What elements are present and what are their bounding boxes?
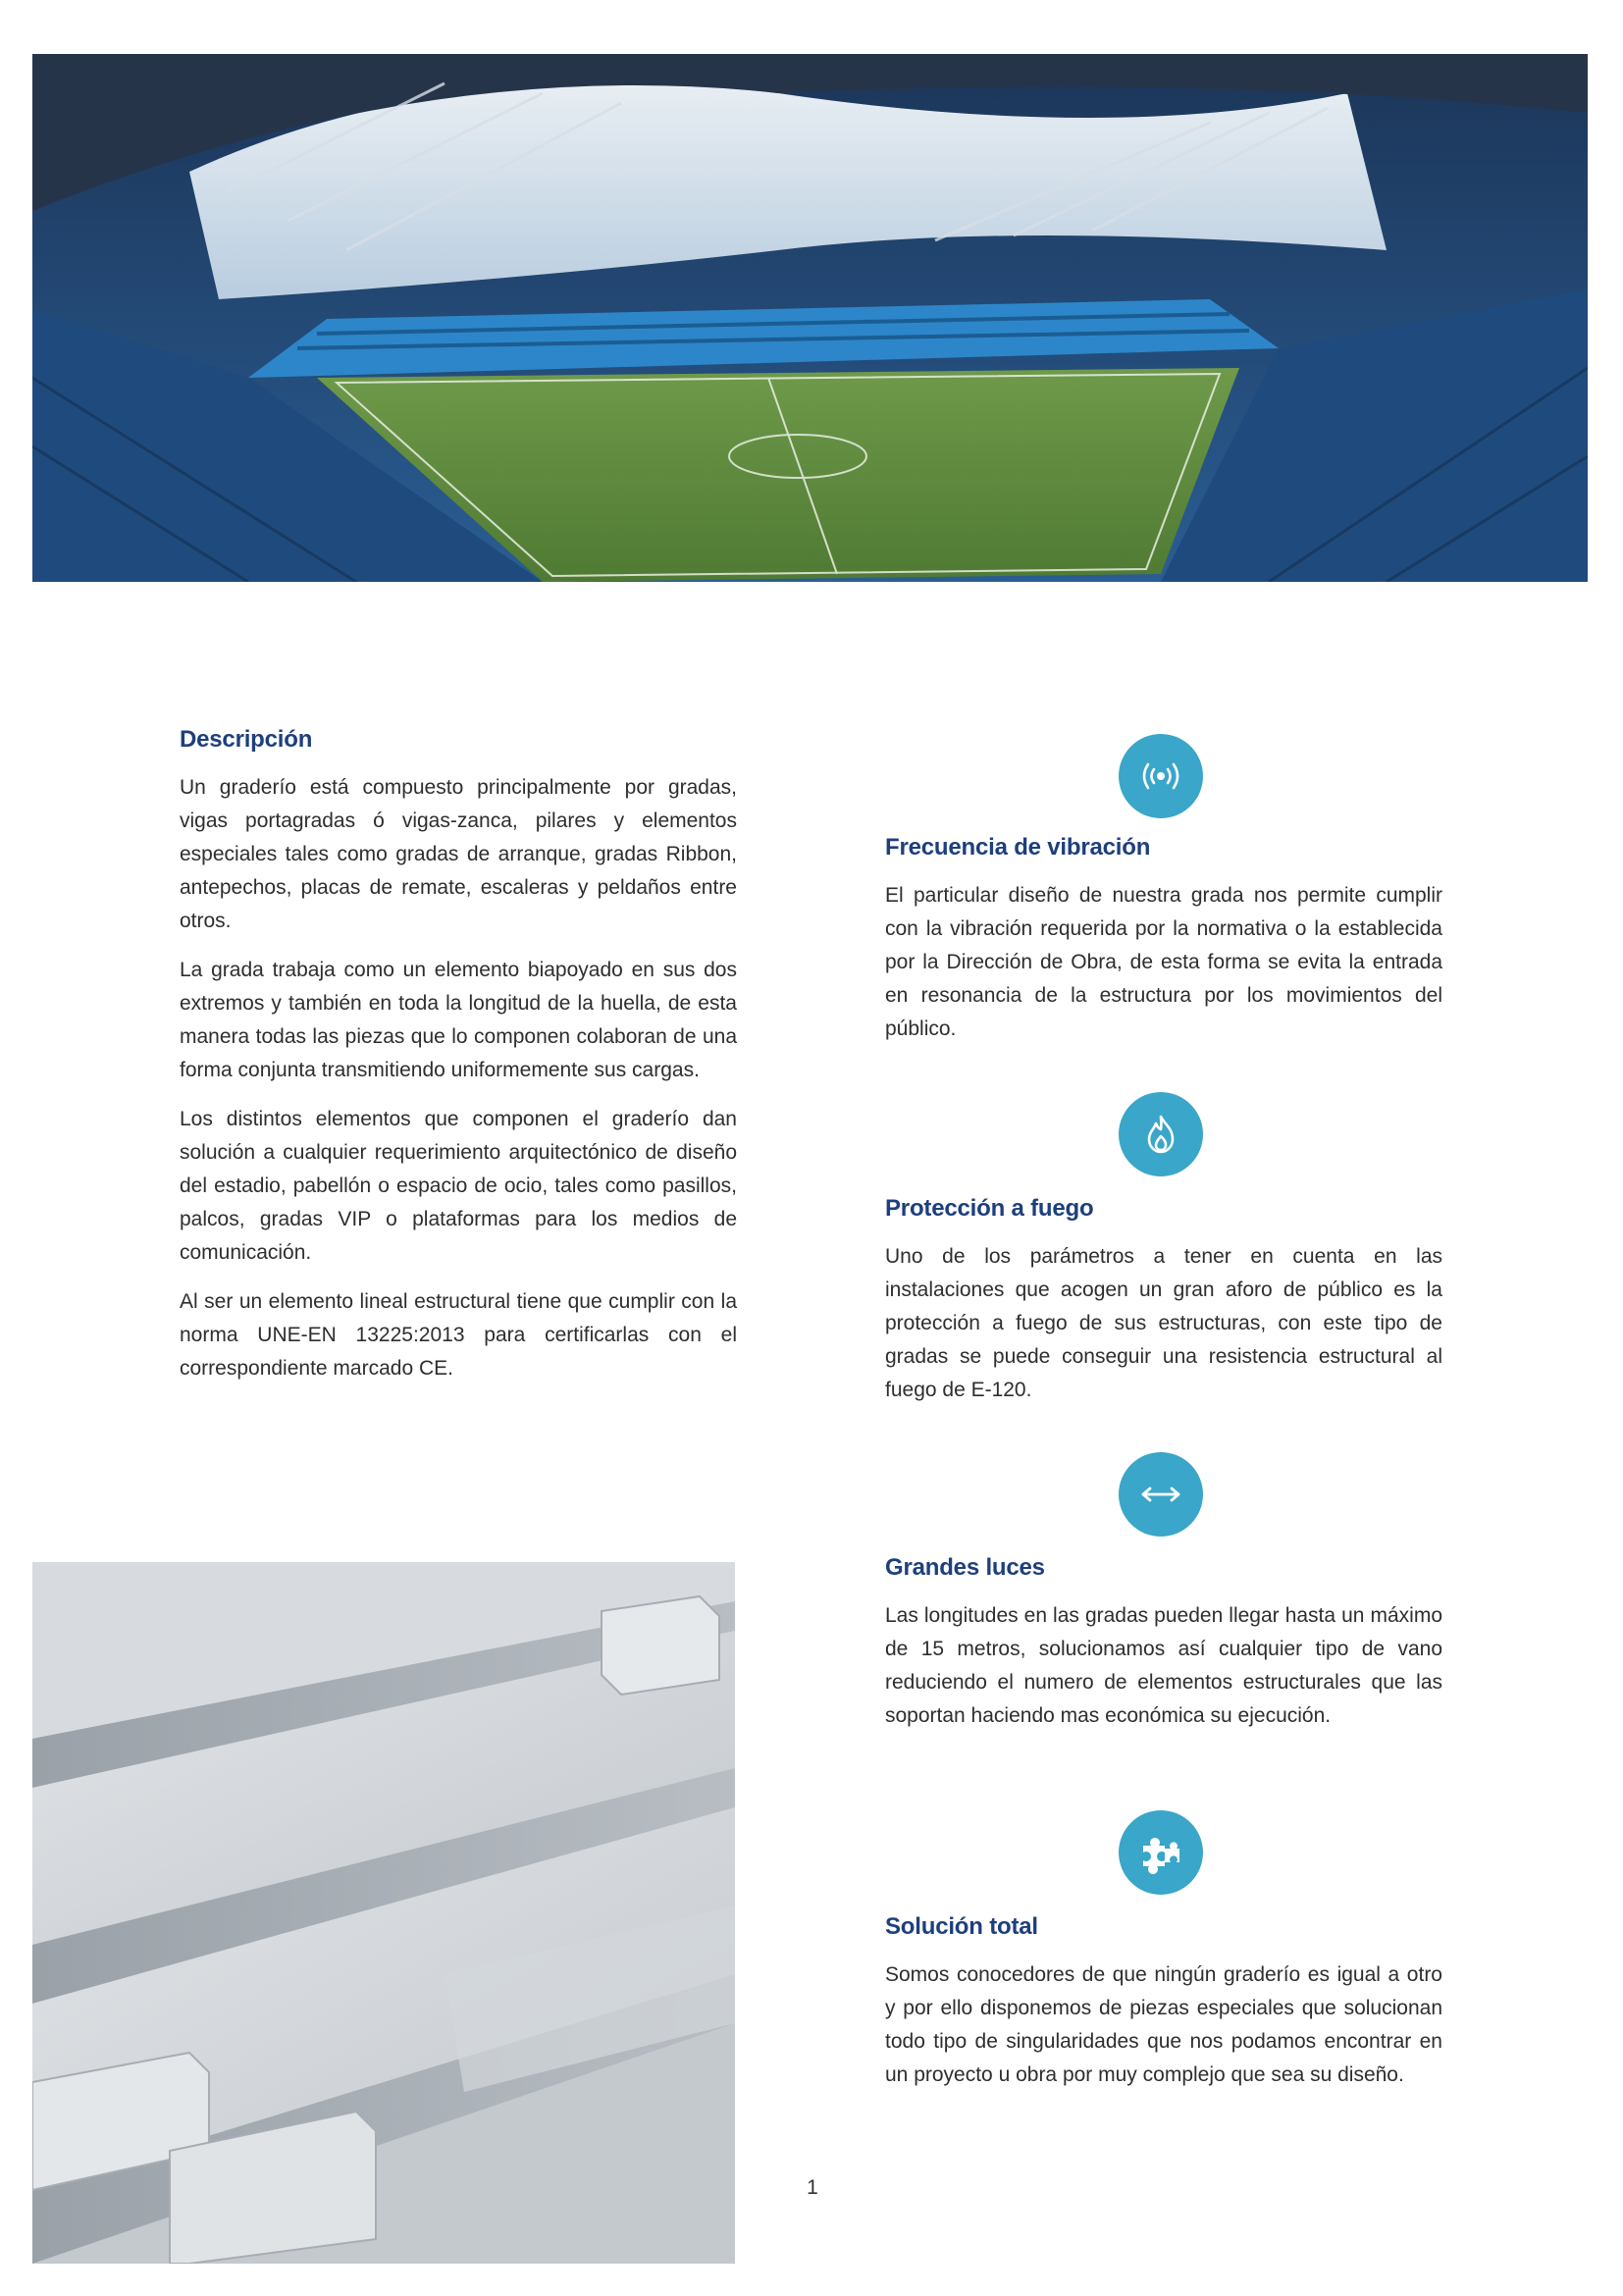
- feature-total-solution: [885, 1913, 1442, 2108]
- feature-fire-protection: [885, 1195, 1442, 1423]
- vibration-icon: [1119, 734, 1203, 818]
- concrete-steps-photo: [32, 1562, 735, 2264]
- description-paragraph-1: Un graderío está compuesto principalmente por gradas, vigas portagradas ó vigas-zanca, pilares y elementos especiales tales como gradas de arranque, gradas Ribbon, antepechos, placas de remate, escaleras y peldaños entre otros.: [180, 776, 737, 932]
- page-number: 1: [807, 2176, 818, 2199]
- feature-spans-title: Grandes luces: [885, 1554, 1045, 1581]
- double-arrow-icon: [1119, 1452, 1203, 1537]
- description-paragraph-2: La grada trabaja como un elemento biapoyado en sus dos extremos y también en toda la longitud de la huella, de esta manera todas las piezas que lo componen colaboran de una forma conjunta transmitiendo uniformemente sus cargas.: [180, 959, 737, 1081]
- feature-vibration: [885, 834, 1442, 1062]
- feature-fire-title: Protección a fuego: [885, 1195, 1094, 1222]
- feature-solution-title: Solución total: [885, 1913, 1038, 1940]
- flame-icon: [1119, 1092, 1203, 1176]
- feature-vibration-title: Frecuencia de vibración: [885, 834, 1151, 861]
- description-section: [180, 726, 737, 1401]
- description-paragraph-3: Los distintos elementos que componen el graderío dan solución a cualquier requerimiento arquitectónico de diseño del estadio, pabellón o espacio de ocio, tales como pasillos, palcos, gradas VIP o plataformas para los medios de comunicación.: [180, 1108, 737, 1264]
- feature-spans-text: Las longitudes en las gradas pueden llegar hasta un máximo de 15 metros, solucionamos así cualquier tipo de vano reduciendo el numero de elementos estructurales que las soportan haciendo mas económica su ejecución.: [885, 1604, 1442, 1727]
- stadium-photo: [32, 54, 1588, 582]
- feature-fire-text: Uno de los parámetros a tener en cuenta en las instalaciones que acogen un gran aforo de público es la protección a fuego de sus estructuras, con este tipo de gradas se puede conseguir una resistencia estructural al fuego de E-120.: [885, 1245, 1442, 1401]
- feature-vibration-text: El particular diseño de nuestra grada nos permite cumplir con la vibración requerida por la normativa o la establecida por la Dirección de Obra, de esta forma se evita la entrada en resonancia de la estructura por los movimientos del público.: [885, 884, 1442, 1040]
- feature-large-spans: [885, 1554, 1442, 1748]
- puzzle-icon: [1119, 1810, 1203, 1895]
- feature-solution-text: Somos conocedores de que ningún graderío es igual a otro y por ello disponemos de piezas especiales que solucionan todo tipo de singularidades que nos podamos encontrar en un proyecto u obra por muy complejo que sea su diseño.: [885, 1963, 1442, 2086]
- description-paragraph-4: Al ser un elemento lineal estructural tiene que cumplir con la norma UNE-EN 13225:2013 para certificarlas con el correspondiente marcado CE.: [180, 1290, 737, 1380]
- description-title: Descripción: [180, 726, 313, 753]
